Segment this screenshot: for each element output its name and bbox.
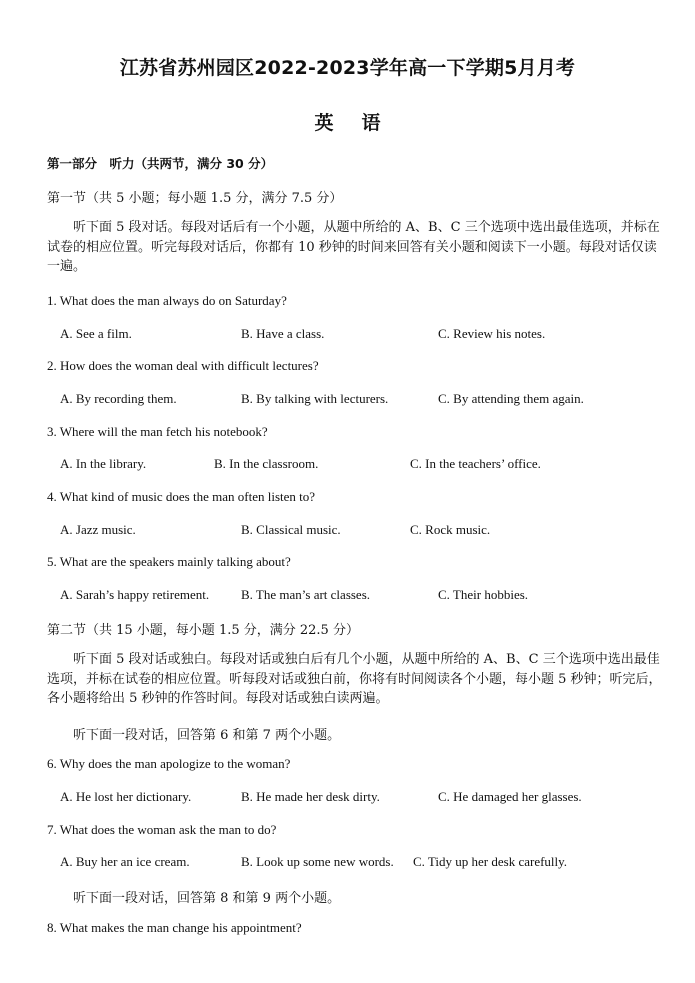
question-8: 8. What makes the man change his appointment? (47, 920, 302, 935)
section1-heading: 第一节（共 5 小题；每小题 1.5 分，满分 7.5 分） (47, 191, 343, 206)
q1-option-c: C. Review his notes. (438, 326, 546, 341)
subject-char-1: 英 (314, 112, 334, 134)
question-6: 6. Why does the man apologize to the woman? (47, 756, 291, 771)
q7-option-c: C. Tidy up her desk carefully. (413, 854, 568, 869)
q5-option-a: A. Sarah’s happy retirement. (60, 587, 210, 602)
subject-char-2: 语 (361, 112, 381, 134)
subject-heading (0, 108, 695, 135)
q4-option-a: A. Jazz music. (60, 522, 136, 537)
question-3: 3. Where will the man fetch his notebook? (47, 424, 268, 439)
q2-option-c: C. By attending them again. (438, 391, 584, 406)
section2-instructions: 听下面 5 段对话或独白。每段对话或独白后有几个小题，从题中所给的 A、B、C 三个选项中选出最佳选项，并标在试卷的相应位置。听每段对话或独白前，你将有时间阅读各个小题，每小题 5 秒钟；听完后，各小题将给出 5 秒钟的作答时间。每段对话或独白读两遍。 (47, 652, 662, 706)
q2-option-b: B. By talking with lecturers. (241, 391, 389, 406)
question-4: 4. What kind of music does the man often listen to? (47, 489, 316, 504)
q3-option-c: C. In the teachers’ office. (410, 456, 541, 471)
section2-heading: 第二节（共 15 小题，每小题 1.5 分，满分 22.5 分） (47, 623, 359, 638)
listening-prompt-8-9: 听下面一段对话，回答第 8 和第 9 两个小题。 (73, 891, 341, 906)
question-5: 5. What are the speakers mainly talking about? (47, 554, 291, 569)
q6-option-b: B. He made her desk dirty. (241, 789, 380, 804)
q3-option-b: B. In the classroom. (214, 456, 319, 471)
q4-option-b: B. Classical music. (241, 522, 341, 537)
q5-option-c: C. Their hobbies. (438, 587, 529, 602)
exam-title: 江苏省苏州园区2022-2023学年高一下学期5月月考 (119, 57, 576, 79)
q7-option-b: B. Look up some new words. (241, 854, 394, 869)
question-1: 1. What does the man always do on Saturday? (47, 293, 287, 308)
q3-option-a: A. In the library. (60, 456, 147, 471)
q6-option-a: A. He lost her dictionary. (60, 789, 192, 804)
listening-prompt-6-7: 听下面一段对话，回答第 6 和第 7 两个小题。 (73, 728, 341, 743)
q4-option-c: C. Rock music. (410, 522, 491, 537)
question-7: 7. What does the woman ask the man to do? (47, 822, 277, 837)
q1-option-a: A. See a film. (60, 326, 132, 341)
q2-option-a: A. By recording them. (60, 391, 177, 406)
q7-option-a: A. Buy her an ice cream. (60, 854, 190, 869)
part-heading: 第一部分 听力（共两节，满分 30 分） (47, 156, 274, 171)
q1-option-b: B. Have a class. (241, 326, 325, 341)
section1-instructions: 听下面 5 段对话。每段对话后有一个小题，从题中所给的 A、B、C 三个选项中选出最佳选项，并标在试卷的相应位置。听完每段对话后，你都有 10 秒钟的时间来回答有关小题和阅读下一小题。每段对话仅读一遍。 (47, 220, 660, 274)
q6-option-c: C. He damaged her glasses. (438, 789, 582, 804)
question-2: 2. How does the woman deal with difficult lectures? (47, 358, 319, 373)
q5-option-b: B. The man’s art classes. (241, 587, 371, 602)
